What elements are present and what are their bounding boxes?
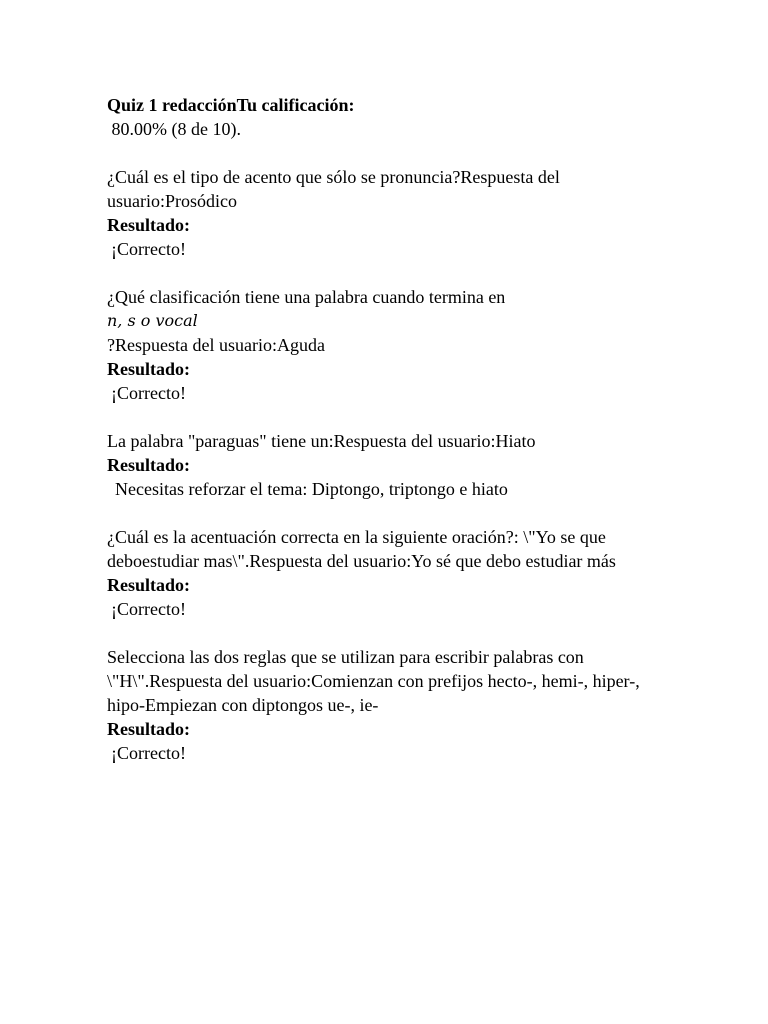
question-1-result-label: Resultado: [107,215,191,235]
spacer [107,621,652,645]
question-5-result-label: Resultado: [107,719,191,739]
question-3-result: Necesitas reforzar el tema: Diptongo, triptongo e hiato [115,479,508,499]
spacer [107,141,652,165]
spacer [107,501,652,525]
question-4-result: ¡Correcto! [111,599,186,619]
question-1-text: ¿Cuál es el tipo de acento que sólo se pronuncia?Respuesta del usuario:Prosódico [107,167,560,211]
question-3-result-label: Resultado: [107,455,191,475]
question-1-result: ¡Correcto! [111,239,186,259]
quiz-score: 80.00% (8 de 10). [107,119,241,139]
question-2-text-after: ?Respuesta del usuario:Aguda [107,335,325,355]
quiz-document [107,93,652,765]
question-2-text-italic: n, s o vocal [107,311,198,330]
question-3-text: La palabra "paraguas" tiene un:Respuesta del usuario:Hiato [107,431,536,451]
question-5-text: Selecciona las dos reglas que se utilizan para escribir palabras con \"H\".Respuesta del usuario:Comienzan con prefijos hecto-, hemi-, hiper-, hipo-Empiezan con diptongos ue-, ie- [107,647,640,715]
question-2-result-label: Resultado: [107,359,191,379]
spacer [107,405,652,429]
question-4-text: ¿Cuál es la acentuación correcta en la siguiente oración?: \"Yo se que deboestudiar mas\".Respuesta del usuario:Yo sé que debo estudiar más [107,527,616,571]
question-2-text-before: ¿Qué clasificación tiene una palabra cuando termina en [107,287,506,307]
spacer [107,261,652,285]
question-4-result-label: Resultado: [107,575,191,595]
question-5-result: ¡Correcto! [111,743,186,763]
quiz-title: Quiz 1 redacciónTu calificación: [107,95,355,115]
question-2-result: ¡Correcto! [111,383,186,403]
